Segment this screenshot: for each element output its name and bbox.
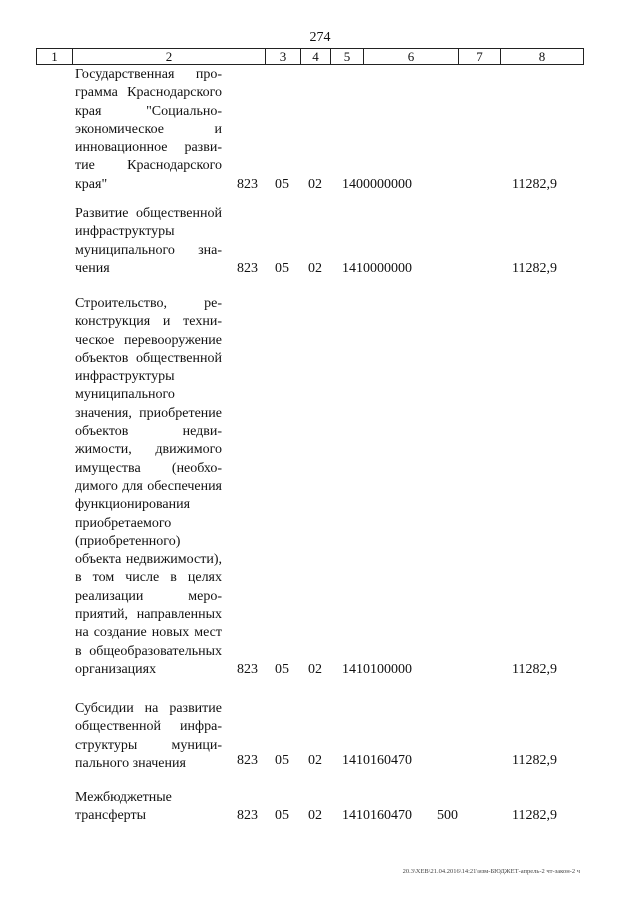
row-col4: 05 (275, 662, 289, 677)
row-col5: 02 (308, 753, 322, 768)
row-col4: 05 (275, 753, 289, 768)
row-col8: 11282,9 (512, 753, 557, 768)
row-col6: 1410160470 (342, 753, 412, 768)
row-col3: 823 (237, 662, 258, 677)
row-col5: 02 (308, 808, 322, 823)
row-col4: 05 (275, 261, 289, 276)
row-col3: 823 (237, 261, 258, 276)
row-description: Государственная программа Краснодарского края "Социально-экономическое и инновационное развитие Краснодарского края" (75, 67, 222, 192)
row-col5: 02 (308, 662, 322, 677)
header-col-8: 8 (538, 49, 546, 64)
row-col6: 1410160470 (342, 808, 412, 823)
row-col6: 1410000000 (342, 261, 412, 276)
table-header (36, 48, 584, 65)
header-col-3: 3 (266, 49, 301, 64)
row-col3: 823 (237, 177, 258, 192)
row-col5: 02 (308, 177, 322, 192)
page-number: 274 (309, 30, 331, 45)
row-col4: 05 (275, 177, 289, 192)
row-col7: 500 (437, 808, 458, 823)
row-col3: 823 (237, 753, 258, 768)
row-col5: 02 (308, 261, 322, 276)
row-col3: 823 (237, 808, 258, 823)
row-description: Межбюджетные трансферты (75, 790, 172, 824)
header-col-5: 5 (331, 49, 364, 64)
row-col8: 11282,9 (512, 662, 557, 677)
row-col6: 1410100000 (342, 662, 412, 677)
header-col-4: 4 (301, 49, 331, 64)
header-col-6: 6 (364, 49, 459, 64)
row-description: Развитие общественной инфраструктуры муниципального значения (75, 206, 222, 276)
row-description: Субсидии на развитие общественной инфраструктуры муниципального значения (75, 701, 222, 771)
row-description: Строительство, реконструкция и техническое перевооружение объектов общественной инфраструктуры муниципального значения, приобретение объектов недвижимости, движимого имущества (необходимого для обеспечения функционирования приобретаемого (приобретенного) объекта недвижимости), в том числе в целях реализации мероприятий, направленных на создание новых мест в общеобразовательных организациях (75, 296, 222, 677)
row-col8: 11282,9 (512, 261, 557, 276)
header-col-7: 7 (459, 49, 501, 64)
row-col6: 1400000000 (342, 177, 412, 192)
header-col-1: 1 (37, 49, 73, 64)
row-col4: 05 (275, 808, 289, 823)
row-col8: 11282,9 (512, 177, 557, 192)
footer-file-path: 20.3\ХЕВ\21.04.2016\14:21\изм-БЮДЖЕТ-апрель-2 чт-закон-2 ч (402, 868, 580, 875)
header-col-2: 2 (73, 49, 266, 64)
row-col8: 11282,9 (512, 808, 557, 823)
